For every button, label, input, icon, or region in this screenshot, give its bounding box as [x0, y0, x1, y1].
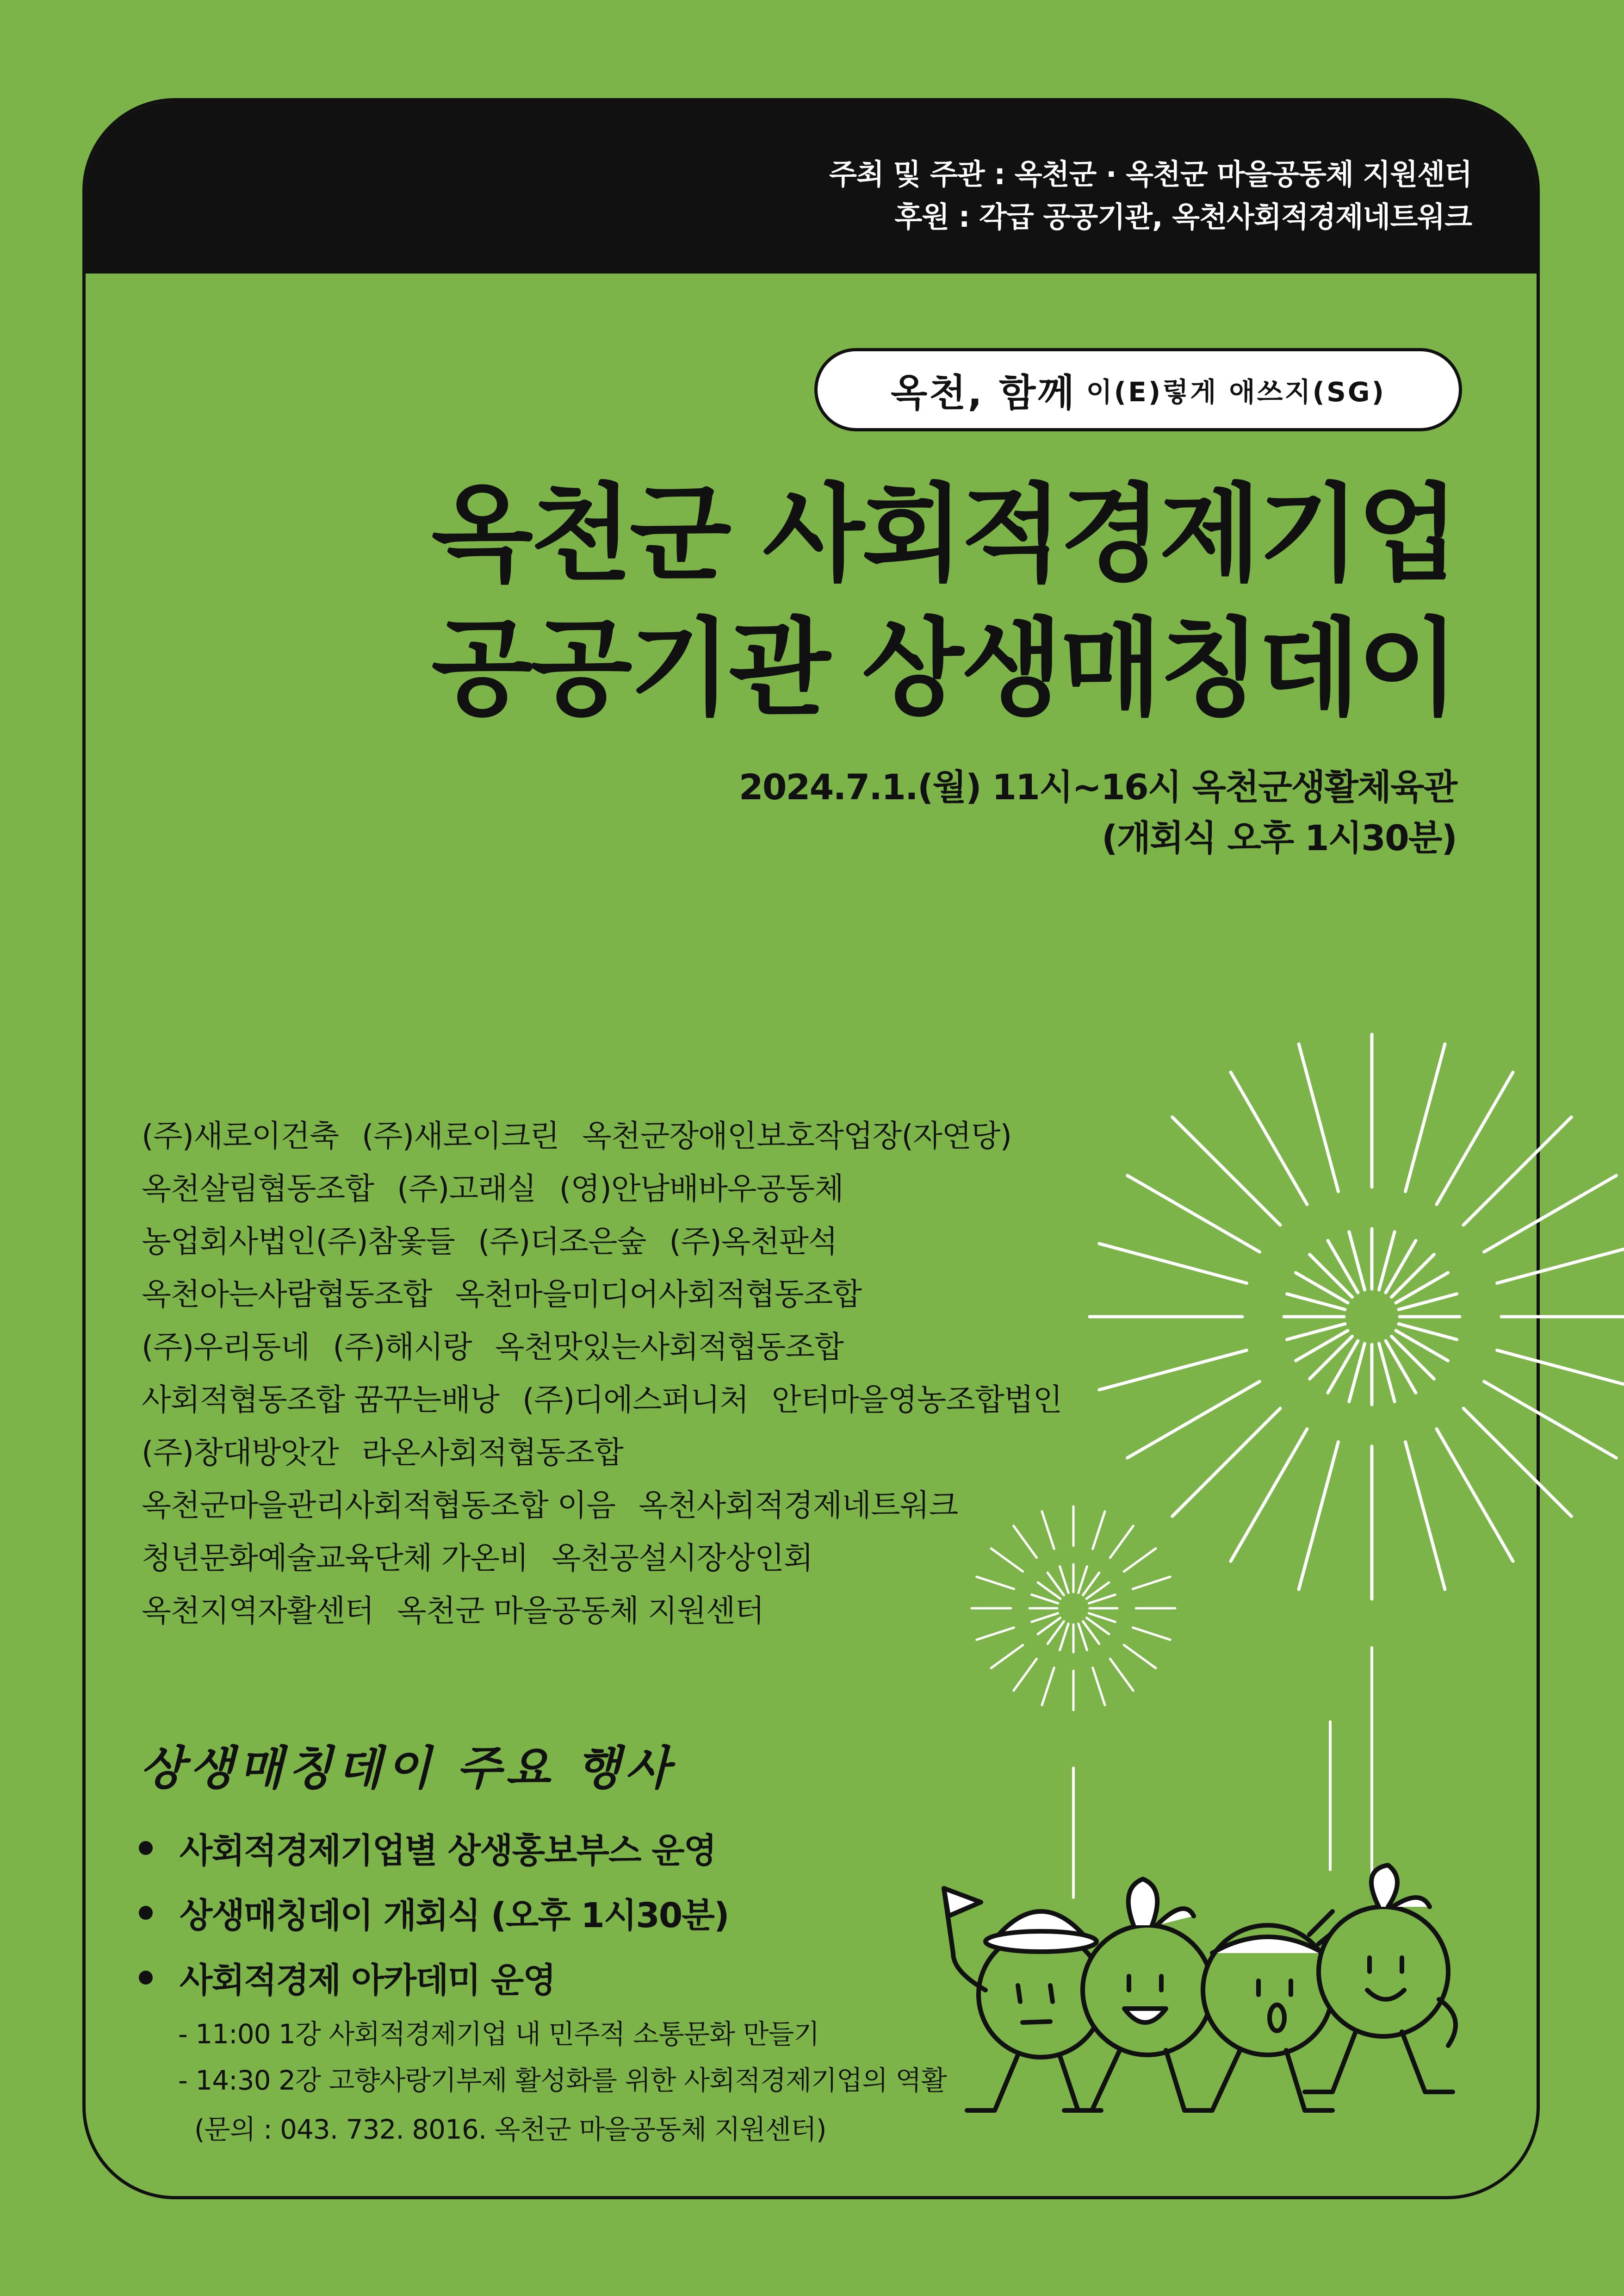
organization-row: [142, 1532, 1085, 1585]
bullet-icon: [139, 1906, 153, 1920]
slogan-small: 이(E)렇게 애쓰지(SG): [1086, 376, 1386, 408]
organization-name: 옥천군마을관리사회적협동조합 이음: [142, 1487, 616, 1523]
organization-name: 농업회사법인(주)참옻들: [142, 1224, 455, 1259]
organization-row: [142, 1426, 1085, 1479]
organization-row: [142, 1374, 1085, 1426]
bullet-icon: [139, 1971, 153, 1985]
organization-name: (주)새로이건축: [142, 1118, 339, 1154]
organization-name: 라온사회적협동조합: [362, 1435, 623, 1470]
sponsor-text: 후원 : 각급 공공기관, 옥천사회적경제네트워크: [894, 200, 1472, 234]
organization-name: (주)새로이크린: [362, 1118, 559, 1154]
organization-name: (영)안남배바우공동체: [559, 1171, 843, 1207]
page-title-line2: 공공기관 상생매칭데이: [431, 607, 1457, 730]
page-title-line1: 옥천군 사회적경제기업: [431, 473, 1457, 596]
organization-name: 옥천군 마을공동체 지원센터: [397, 1593, 764, 1629]
organization-name: (주)창대방앗간: [142, 1435, 339, 1470]
organization-row: [142, 1110, 1085, 1163]
organization-name: (주)우리동네: [142, 1329, 310, 1365]
organization-name: 안터마을영농조합법인: [771, 1382, 1062, 1418]
organization-name: 청년문화예술교육단체 가온비: [142, 1540, 528, 1576]
firework-large-icon: [1090, 1034, 1624, 1599]
slogan-badge: [814, 348, 1462, 431]
academy-session-2: - 14:30 2강 고향사랑기부제 활성화를 위한 사회적경제기업의 역활: [178, 2065, 947, 2096]
organization-name: 옥천마을미디어사회적협동조합: [455, 1276, 862, 1312]
slogan-main: 옥천, 함께: [891, 371, 1076, 415]
firework-trail-lines: [1073, 1648, 1372, 1898]
organization-name: (주)더조은숲: [478, 1224, 646, 1259]
events-section-title: 상생매칭데이 주요 행사: [140, 1741, 675, 1795]
event-item-label: 사회적경제기업별 상생홍보부스 운영: [180, 1831, 716, 1871]
organization-name: 옥천군장애인보호작업장(자연당): [582, 1118, 1012, 1154]
organization-list: [142, 1110, 1085, 1637]
bullet-icon: [139, 1841, 153, 1855]
organization-name: 옥천아는사람협동조합: [142, 1276, 432, 1312]
organization-name: (주)해시랑: [333, 1329, 472, 1365]
event-item-label: 상생매칭데이 개회식 (오후 1시30분): [180, 1896, 729, 1935]
organization-name: 옥천지역자활센터: [142, 1593, 374, 1629]
organization-row: [142, 1268, 1085, 1321]
mascot-characters-illustration: [944, 1865, 1456, 2110]
event-item: [139, 1888, 729, 1937]
organization-row: [142, 1215, 1085, 1268]
organization-row: [142, 1321, 1085, 1374]
opening-time: (개회식 오후 1시30분): [1102, 817, 1457, 859]
event-item: [139, 1823, 716, 1873]
organization-row: [142, 1479, 1085, 1532]
organization-name: 옥천맛있는사회적협동조합: [495, 1329, 843, 1365]
event-item-label: 사회적경제 아카데미 운영: [180, 1960, 555, 2000]
host-text: 주최 및 주관 : 옥천군 · 옥천군 마을공동체 지원센터: [829, 157, 1472, 191]
organization-row: [142, 1585, 1085, 1637]
organization-name: 사회적협동조합 꿈꾸는배낭: [142, 1382, 500, 1418]
academy-session-1: - 11:00 1강 사회적경제기업 내 민주적 소통문화 만들기: [178, 2018, 819, 2050]
contact-info: (문의 : 043. 732. 8016. 옥천군 마을공동체 지원센터): [194, 2114, 826, 2145]
organization-name: (주)옥천판석: [669, 1224, 837, 1259]
organization-name: 옥천공설시장상인회: [551, 1540, 813, 1576]
event-item: [139, 1953, 555, 2002]
organization-name: (주)고래실: [397, 1171, 536, 1207]
organization-name: 옥천살림협동조합: [142, 1171, 374, 1207]
organization-row: [142, 1163, 1085, 1215]
organization-name: (주)디에스퍼니처: [522, 1382, 749, 1418]
event-datetime: 2024.7.1.(월) 11시~16시 옥천군생활체육관: [738, 766, 1457, 808]
organization-name: 옥천사회적경제네트워크: [638, 1487, 958, 1523]
